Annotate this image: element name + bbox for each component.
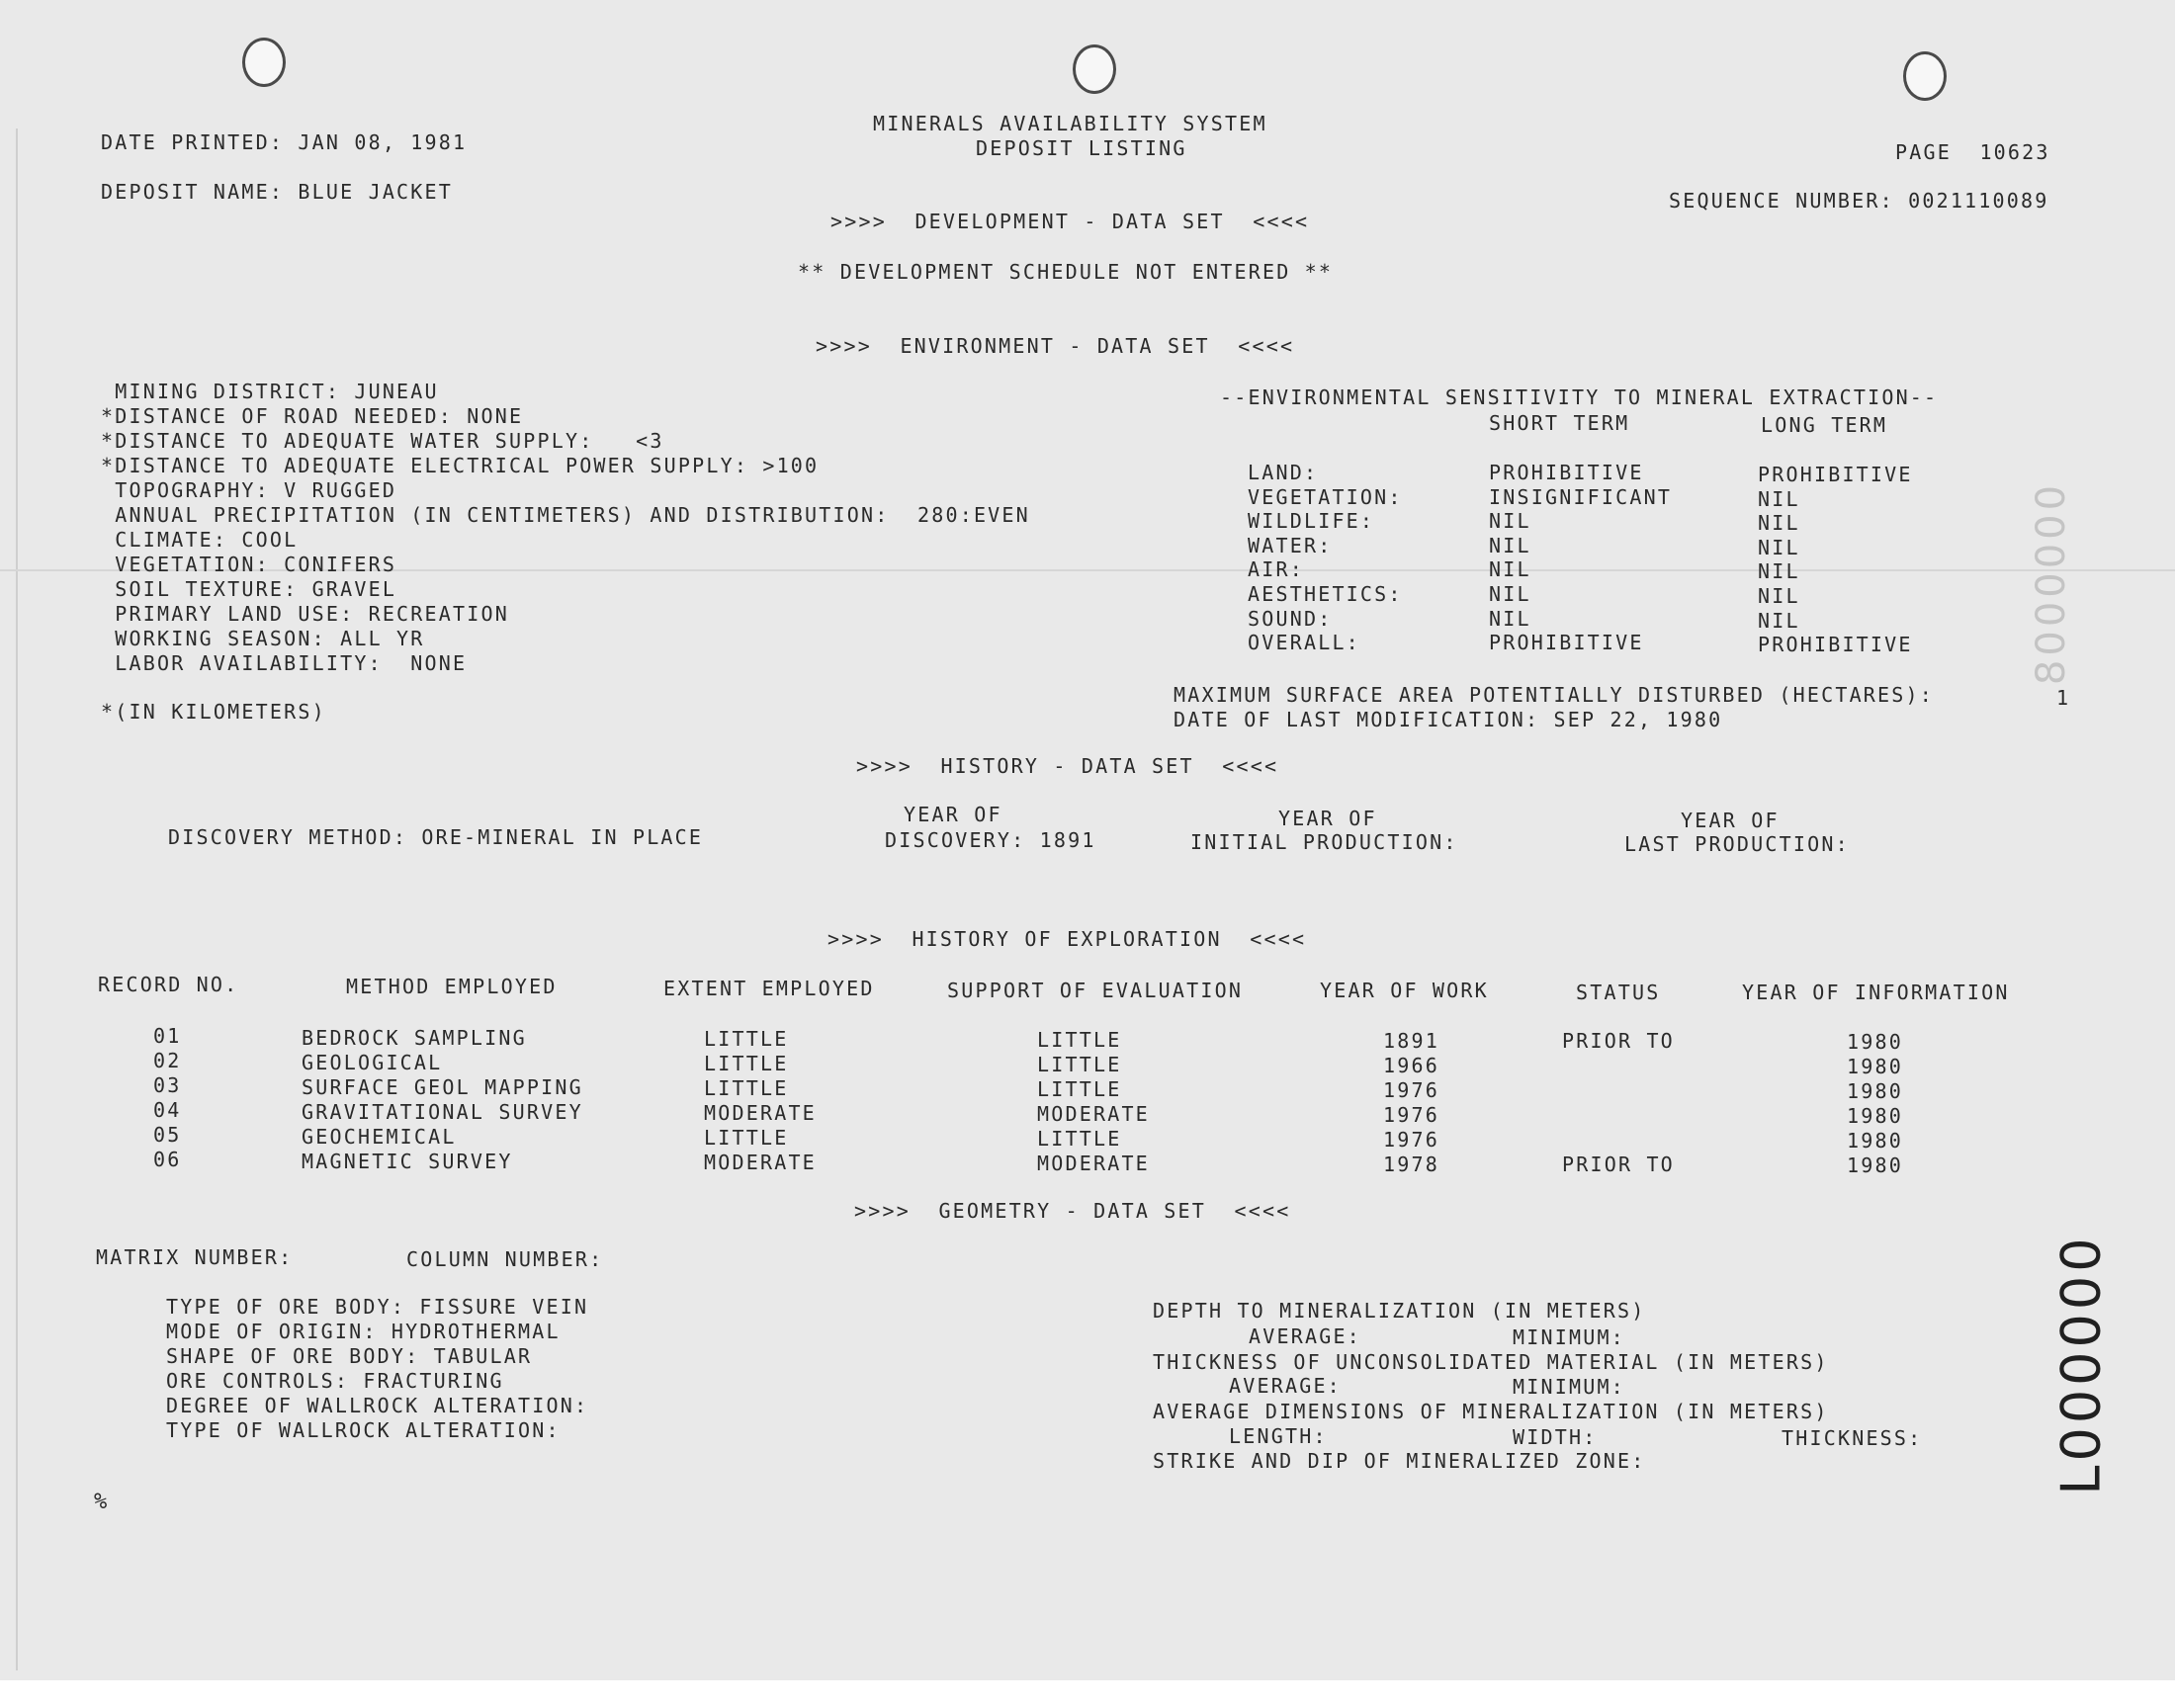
sensitivity-factor: AESTHETICS: <box>1248 582 1403 606</box>
exploration-support: LITTLE <box>1037 1077 1122 1101</box>
sensitivity-short-term: NIL <box>1489 557 1531 582</box>
dimensions-title: AVERAGE DIMENSIONS OF MINERALIZATION (IN METERS) <box>1153 1400 1829 1423</box>
col-method-employed: METHOD EMPLOYED <box>346 975 558 998</box>
depth-title: DEPTH TO MINERALIZATION (IN METERS) <box>1153 1299 1646 1323</box>
last-production: LAST PRODUCTION: <box>1624 832 1850 856</box>
sensitivity-factor: OVERALL: <box>1248 631 1360 655</box>
sensitivity-factor: LAND: <box>1248 461 1319 484</box>
sensitivity-long-term: NIL <box>1758 535 1800 559</box>
short-term-header: SHORT TERM <box>1489 411 1630 435</box>
sensitivity-short-term: NIL <box>1489 582 1531 606</box>
depth-average: AVERAGE: <box>1249 1324 1361 1348</box>
exploration-year-of-information: 1980 <box>1847 1153 1903 1177</box>
col-record-no: RECORD NO. <box>98 973 239 996</box>
exploration-extent: LITTLE <box>704 1126 789 1150</box>
environment-attribute-line: CLIMATE: COOL <box>101 528 299 552</box>
environment-attribute-line: *DISTANCE TO ADEQUATE WATER SUPPLY: <3 <box>101 429 664 453</box>
exploration-support: LITTLE <box>1037 1053 1122 1076</box>
depth-minimum: MINIMUM: <box>1513 1325 1625 1349</box>
dimension-length: LENGTH: <box>1229 1424 1328 1448</box>
exploration-year-of-work: 1976 <box>1383 1078 1439 1102</box>
film-frame-code: L000000 <box>2049 1233 2113 1495</box>
exploration-status: PRIOR TO <box>1562 1029 1675 1053</box>
exploration-record-no: 06 <box>153 1148 182 1171</box>
units-note: *(IN KILOMETERS) <box>101 700 326 724</box>
discovery-year: DISCOVERY: 1891 <box>885 828 1096 852</box>
ore-body-attribute-line: DEGREE OF WALLROCK ALTERATION: <box>166 1394 589 1417</box>
last-modified: DATE OF LAST MODIFICATION: SEP 22, 1980 <box>1174 708 1723 731</box>
exploration-method: GRAVITATIONAL SURVEY <box>302 1100 583 1124</box>
exploration-record-no: 05 <box>153 1123 182 1147</box>
thickness-title: THICKNESS OF UNCONSOLIDATED MATERIAL (IN METERS) <box>1153 1350 1829 1374</box>
exploration-extent: LITTLE <box>704 1076 789 1100</box>
environment-heading: >>>> ENVIRONMENT - DATA SET <<<< <box>816 334 1295 358</box>
dimension-thickness: THICKNESS: <box>1782 1426 1923 1450</box>
exploration-year-of-information: 1980 <box>1847 1079 1903 1103</box>
matrix-number: MATRIX NUMBER: <box>96 1245 294 1269</box>
sheet-edge-line <box>16 128 18 1670</box>
development-heading: >>>> DEVELOPMENT - DATA SET <<<< <box>830 210 1310 233</box>
sensitivity-long-term: NIL <box>1758 584 1800 608</box>
exploration-year-of-work: 1978 <box>1383 1153 1439 1176</box>
col-status: STATUS <box>1576 981 1661 1004</box>
environment-attribute-line: PRIMARY LAND USE: RECREATION <box>101 602 509 626</box>
sensitivity-long-term: NIL <box>1758 559 1800 584</box>
sensitivity-short-term: PROHIBITIVE <box>1489 461 1644 484</box>
film-frame-code-faint: 8000000 <box>2029 480 2074 686</box>
ore-body-attribute-line: ORE CONTROLS: FRACTURING <box>166 1369 504 1393</box>
exploration-record-no: 04 <box>153 1098 182 1122</box>
exploration-support: MODERATE <box>1037 1102 1150 1126</box>
exploration-support: LITTLE <box>1037 1127 1122 1151</box>
col-extent-employed: EXTENT EMPLOYED <box>663 977 875 1000</box>
exploration-extent: MODERATE <box>704 1151 817 1174</box>
exploration-method: SURFACE GEOL MAPPING <box>302 1075 583 1099</box>
punch-hole-right <box>1903 51 1947 101</box>
last-production-year-label: YEAR OF <box>1681 809 1780 832</box>
sensitivity-long-term: NIL <box>1758 511 1800 536</box>
environment-attribute-line: MINING DISTRICT: JUNEAU <box>101 380 439 403</box>
thickness-minimum: MINIMUM: <box>1513 1375 1625 1399</box>
exploration-year-of-information: 1980 <box>1847 1055 1903 1078</box>
initial-production-year-label: YEAR OF <box>1278 807 1377 830</box>
date-printed: DATE PRINTED: JAN 08, 1981 <box>101 130 468 154</box>
sensitivity-short-term: NIL <box>1489 606 1531 631</box>
sensitivity-title: --ENVIRONMENTAL SENSITIVITY TO MINERAL EXTRACTION-- <box>1220 385 1939 409</box>
exploration-method: GEOCHEMICAL <box>302 1125 457 1149</box>
exploration-extent: LITTLE <box>704 1052 789 1075</box>
deposit-name: DEPOSIT NAME: BLUE JACKET <box>101 180 454 204</box>
environment-attribute-line: LABOR AVAILABILITY: NONE <box>101 651 468 675</box>
max-surface-area-value: 1 <box>2056 686 2071 710</box>
sensitivity-short-term: PROHIBITIVE <box>1489 631 1644 655</box>
exploration-year-of-information: 1980 <box>1847 1129 1903 1153</box>
sensitivity-factor: WATER: <box>1248 533 1333 557</box>
sensitivity-short-term: NIL <box>1489 509 1531 534</box>
exploration-year-of-work: 1966 <box>1383 1054 1439 1077</box>
max-surface-area-label: MAXIMUM SURFACE AREA POTENTIALLY DISTURBED (HECTARES): <box>1174 683 1935 707</box>
punch-hole-center <box>1073 44 1116 94</box>
geometry-heading: >>>> GEOMETRY - DATA SET <<<< <box>854 1199 1291 1223</box>
exploration-year-of-work: 1976 <box>1383 1103 1439 1127</box>
exploration-record-no: 01 <box>153 1024 182 1048</box>
sensitivity-long-term: NIL <box>1758 486 1800 511</box>
ore-body-attribute-line: MODE OF ORIGIN: HYDROTHERMAL <box>166 1320 561 1343</box>
sensitivity-short-term: INSIGNIFICANT <box>1489 484 1673 509</box>
discovery-method: DISCOVERY METHOD: ORE-MINERAL IN PLACE <box>168 825 704 849</box>
col-support-evaluation: SUPPORT OF EVALUATION <box>947 979 1244 1002</box>
exploration-record-no: 02 <box>153 1049 182 1072</box>
sensitivity-long-term: PROHIBITIVE <box>1758 463 1913 486</box>
sensitivity-short-term: NIL <box>1489 533 1531 557</box>
thickness-average: AVERAGE: <box>1229 1374 1342 1398</box>
development-note: ** DEVELOPMENT SCHEDULE NOT ENTERED ** <box>798 260 1334 284</box>
environment-attribute-line: WORKING SEASON: ALL YR <box>101 627 425 650</box>
listing-title: DEPOSIT LISTING <box>976 136 1187 160</box>
environment-attribute-line: SOIL TEXTURE: GRAVEL <box>101 577 397 601</box>
sensitivity-factor: SOUND: <box>1248 606 1333 631</box>
long-term-header: LONG TERM <box>1761 413 1888 437</box>
exploration-method: MAGNETIC SURVEY <box>302 1150 513 1173</box>
environment-attribute-line: *DISTANCE TO ADEQUATE ELECTRICAL POWER SUPPLY: >100 <box>101 454 820 477</box>
dimension-width: WIDTH: <box>1513 1425 1598 1449</box>
exploration-method: GEOLOGICAL <box>302 1051 443 1074</box>
environment-attribute-line: TOPOGRAPHY: V RUGGED <box>101 478 397 502</box>
ore-body-attribute-line: TYPE OF ORE BODY: FISSURE VEIN <box>166 1295 589 1319</box>
exploration-extent: LITTLE <box>704 1027 789 1051</box>
ore-body-attribute-line: TYPE OF WALLROCK ALTERATION: <box>166 1418 561 1442</box>
column-number: COLUMN NUMBER: <box>406 1247 604 1271</box>
sensitivity-factor: AIR: <box>1248 557 1304 582</box>
ore-body-attribute-line: SHAPE OF ORE BODY: TABULAR <box>166 1344 533 1368</box>
sensitivity-factor: VEGETATION: <box>1248 484 1403 509</box>
system-title: MINERALS AVAILABILITY SYSTEM <box>873 112 1267 135</box>
page-bottom-margin <box>0 1680 2175 1708</box>
exploration-status: PRIOR TO <box>1562 1153 1675 1176</box>
sequence-number: SEQUENCE NUMBER: 0021110089 <box>1669 189 2049 213</box>
sensitivity-long-term: PROHIBITIVE <box>1758 633 1913 657</box>
page-number: PAGE 10623 <box>1895 140 2050 164</box>
environment-attribute-line: VEGETATION: CONIFERS <box>101 553 397 576</box>
exploration-method: BEDROCK SAMPLING <box>302 1026 527 1050</box>
exploration-support: MODERATE <box>1037 1152 1150 1175</box>
exploration-year-of-information: 1980 <box>1847 1104 1903 1128</box>
exploration-year-of-information: 1980 <box>1847 1030 1903 1054</box>
discovery-year-label: YEAR OF <box>904 803 1002 826</box>
exploration-year-of-work: 1976 <box>1383 1128 1439 1152</box>
punch-hole-left <box>242 38 286 87</box>
exploration-year-of-work: 1891 <box>1383 1029 1439 1053</box>
environment-attribute-line: *DISTANCE OF ROAD NEEDED: NONE <box>101 404 524 428</box>
sensitivity-factor: WILDLIFE: <box>1248 509 1375 534</box>
sensitivity-long-term: NIL <box>1758 608 1800 633</box>
col-year-of-work: YEAR OF WORK <box>1320 979 1489 1002</box>
exploration-support: LITTLE <box>1037 1028 1122 1052</box>
footer-mark: % <box>94 1490 110 1514</box>
exploration-extent: MODERATE <box>704 1101 817 1125</box>
initial-production: INITIAL PRODUCTION: <box>1190 830 1458 854</box>
exploration-record-no: 03 <box>153 1073 182 1097</box>
history-heading: >>>> HISTORY - DATA SET <<<< <box>856 754 1279 778</box>
exploration-heading: >>>> HISTORY OF EXPLORATION <<<< <box>827 927 1307 951</box>
environment-attribute-line: ANNUAL PRECIPITATION (IN CENTIMETERS) AND DISTRIBUTION: 280:EVEN <box>101 503 1030 527</box>
strike-and-dip: STRIKE AND DIP OF MINERALIZED ZONE: <box>1153 1449 1646 1473</box>
col-year-of-information: YEAR OF INFORMATION <box>1742 981 2010 1004</box>
